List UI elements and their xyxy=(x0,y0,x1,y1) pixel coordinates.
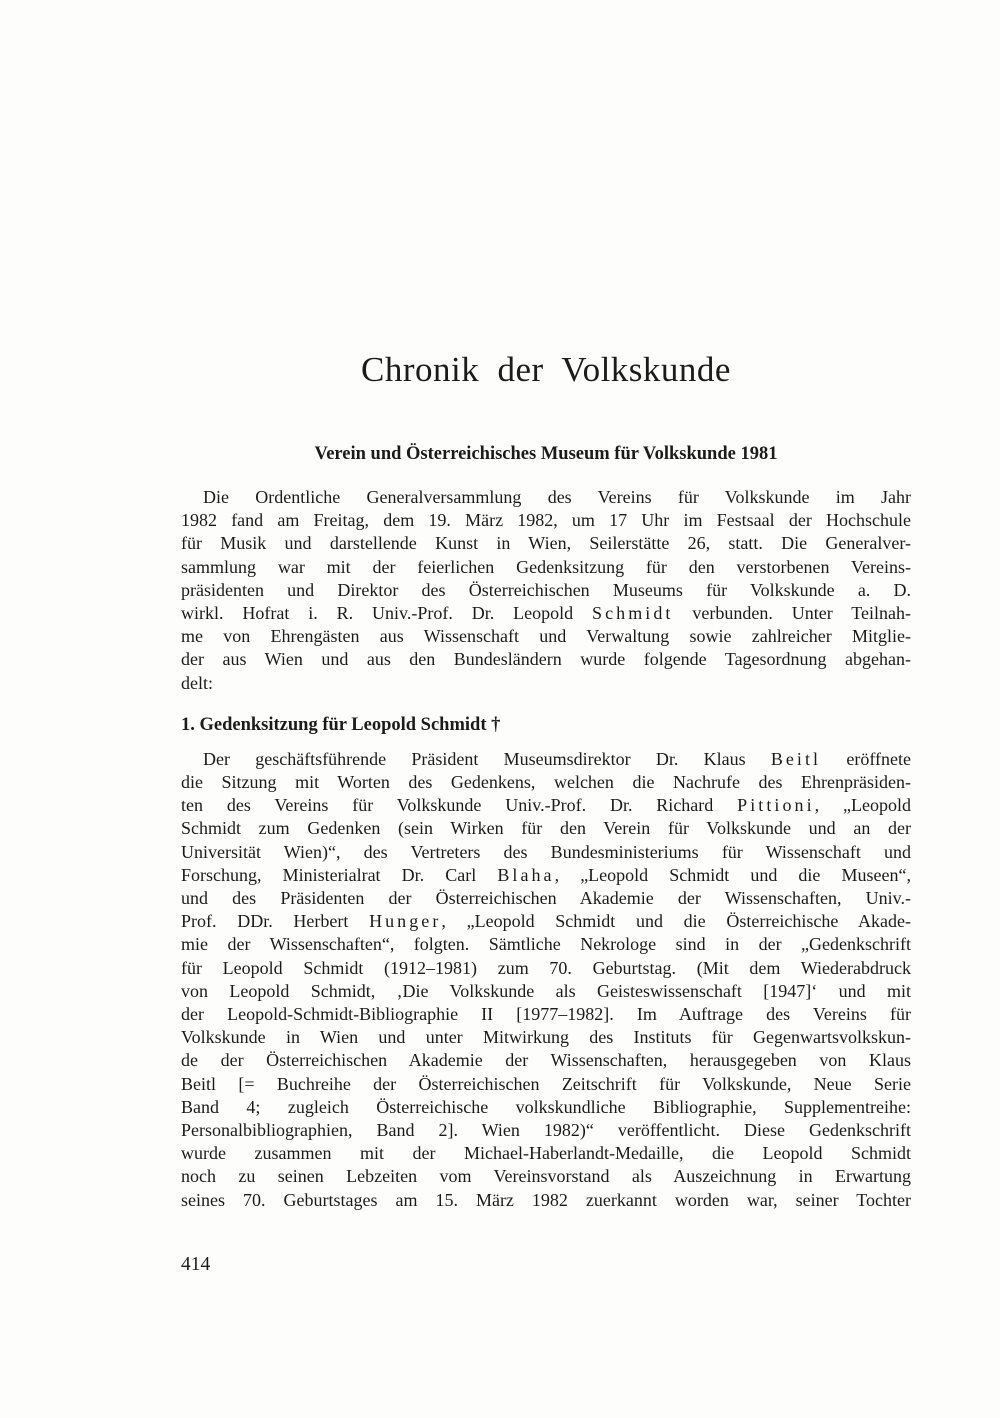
text-line: de der Österreichischen Akademie der Wissenschaften, herausgegeben von Klaus xyxy=(181,1050,911,1071)
text-line: mie der Wissenschaften“, folgten. Sämtliche Nekrologe sind in der „Gedenkschrift xyxy=(181,934,911,955)
text-line: Prof. DDr. Herbert Hunger, „Leopold Schmidt und die Österreichische Akade- xyxy=(181,911,911,932)
text-line: für Leopold Schmidt (1912–1981) zum 70. Geburtstag. (Mit dem Wiederabdruck xyxy=(181,957,911,978)
text-line: und des Präsidenten der Österreichischen Akademie der Wissenschaften, Univ.- xyxy=(181,888,911,909)
text-line: der Leopold-Schmidt-Bibliographie II [1977–1982]. Im Auftrage des Vereins für xyxy=(181,1004,911,1025)
text-line: wirkl. Hofrat i. R. Univ.-Prof. Dr. Leopold Schmidt verbunden. Unter Teilnah- xyxy=(181,603,912,624)
text-line: Band 4; zugleich Österreichische volkskundliche Bibliographie, Supplementreihe: xyxy=(181,1096,911,1117)
text-line: Volkskunde in Wien und unter Mitwirkung des Instituts für Gegenwartsvolkskun- xyxy=(181,1027,911,1048)
intro-paragraph xyxy=(181,486,911,695)
text-line: me von Ehrengästen aus Wissenschaft und Verwaltung sowie zahlreicher Mitglie- xyxy=(181,626,911,647)
text-line: der aus Wien und aus den Bundesländern wurde folgende Tagesordnung abgehan- xyxy=(181,649,911,670)
letterspaced-name: Hunger xyxy=(369,911,442,932)
letterspaced-name: Blaha xyxy=(497,864,555,885)
letterspaced-name: Beitl xyxy=(770,748,822,769)
text-line: seines 70. Geburtstages am 15. März 1982 zuerkannt worden war, seiner Tochter xyxy=(181,1189,911,1210)
letterspaced-name: Schmidt xyxy=(592,603,674,624)
text-line: Forschung, Ministerialrat Dr. Carl Blaha, „Leopold Schmidt und die Museen“, xyxy=(181,864,911,885)
section-paragraph xyxy=(181,748,911,1212)
text-line: von Leopold Schmidt, ‚Die Volkskunde als Geisteswissenschaft [1947]‘ und mit xyxy=(181,980,911,1001)
text-line: Schmidt zum Gedenken (sein Wirken für den Verein für Volkskunde und an der xyxy=(181,818,911,839)
text-line: Der geschäftsführende Präsident Museumsdirektor Dr. Klaus Beitl eröffnete xyxy=(203,748,911,769)
article-subtitle: Verein und Österreichisches Museum für Volkskunde 1981 xyxy=(314,444,778,464)
text-line: sammlung war mit der feierlichen Gedenksitzung für den verstorbenen Vereins- xyxy=(181,556,911,577)
section-heading: 1. Gedenksitzung für Leopold Schmidt † xyxy=(181,714,501,735)
letterspaced-name: Pittioni xyxy=(737,795,815,816)
text-line: Beitl [= Buchreihe der Österreichischen Zeitschrift für Volkskunde, Neue Serie xyxy=(181,1073,911,1094)
text-line: Universität Wien)“, des Vertreters des Bundesministeriums für Wissenschaft und xyxy=(181,841,911,862)
text-line: 1982 fand am Freitag, dem 19. März 1982, um 17 Uhr im Festsaal der Hochschule xyxy=(181,510,911,531)
text-line: für Musik und darstellende Kunst in Wien, Seilerstätte 26, statt. Die Generalver- xyxy=(181,533,911,554)
text-line: Personalbibliographien, Band 2]. Wien 1982)“ veröffentlicht. Diese Gedenkschrift xyxy=(181,1120,911,1141)
page-number: 414 xyxy=(181,1253,211,1275)
text-line: Die Ordentliche Generalversammlung des Vereins für Volkskunde im Jahr xyxy=(203,487,911,507)
text-line: wurde zusammen mit der Michael-Haberlandt-Medaille, die Leopold Schmidt xyxy=(181,1143,911,1164)
text-line: ten des Vereins für Volkskunde Univ.-Prof. Dr. Richard Pittioni, „Leopold xyxy=(181,795,911,816)
text-line: noch zu seinen Lebzeiten vom Vereinsvorstand als Auszeichnung in Erwartung xyxy=(181,1166,911,1187)
text-line: die Sitzung mit Worten des Gedenkens, welchen die Nachrufe des Ehrenpräsiden- xyxy=(181,772,911,793)
text-block xyxy=(181,0,911,1277)
text-line: präsidenten und Direktor des Österreichischen Museums für Volkskunde a. D. xyxy=(181,579,911,600)
page-title: Chronik der Volkskunde xyxy=(361,350,731,389)
text-line: delt: xyxy=(181,672,213,693)
